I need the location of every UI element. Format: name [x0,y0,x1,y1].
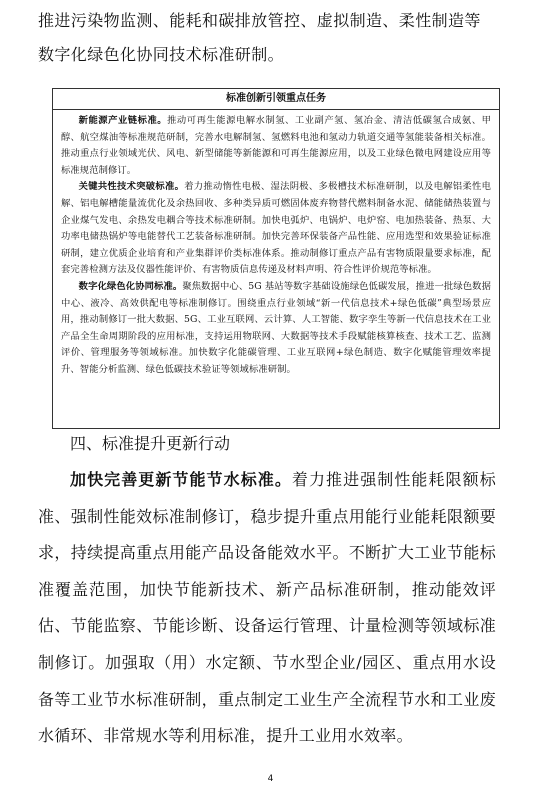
key-tasks-box [52,88,500,429]
box-item-body: 推动可再生能源电解水制氢、工业副产氢、氢冶金、清洁低碳氢合成氨、甲醇、航空煤油等标准规范研制，完善水电解制氢、氢燃料电池和氢动力轨道交通等氢能装备相关标准。推动重点行业领域光伏、风电、新型储能等新能源和可再生能源应用，以及工业绿色微电网建设应用等标准规范制修订。 [61,115,491,176]
box-item [61,279,491,379]
box-item-lead: 关键共性技术突破标准。 [78,181,185,193]
box-item-body: 聚焦数据中心、5G 基站等数字基础设施绿色低碳发展，推进一批绿色数据中心、液冷、高效供配电等标准制修订。围绕重点行业领域“新一代信息技术+绿色低碳”典型场景应用，推动制修订一批大数据、5G、工业互联网、云计算、人工智能、数字孪生等新一代信息技术在工业产品全生命周期阶段的应用标准，支持运用物联网、大数据等技术手段赋能核算核查、技术工艺、监测评价、管理服务等领域标准。加快数字化能碳管理、工业互联网+绿色制造、数字化赋能管理效率提升、智能分析监测、绿色低碳技术验证等领域标准研制。 [61,280,491,375]
box-item-lead: 新能源产业链标准。 [78,115,168,126]
page-number: 4 [267,774,274,784]
intro-paragraph: 推进污染物监测、能耗和碳排放管控、虚拟制造、柔性制造等数字化绿色化协同技术标准研制。 [38,11,481,64]
section-body: 着力推进强制性能耗限额标准、强制性能效标准制修订，稳步提升重点用能行业能耗限额要求，持续提高重点用能产品设备能效水平。不断扩大工业节能标准覆盖范围，加快节能新技术、新产品标准研制，推动能效评估、节能监察、节能诊断、设备运行管理、计量检测等领域标准制修订。加强取（用）水定额、节水型企业/园区、重点用水设备等工业节水标准研制，重点制定工业生产全流程节水和工业废水循环、非常规水等利用标准，提升工业用水效率。 [38,470,496,746]
box-item-body: 着力推动惰性电极、湿法阴极、多极槽技术标准研制，以及电解铝柔性电解、铝电解槽能量流优化及余热回收、多种类异质可燃固体废弃物替代燃料制备水泥、储能储热装置与企业煤气发电、余热发电耦合等技术标准研制。加快电弧炉、电锅炉、电炉窑、电加热装备、热泵、大功率电储热锅炉等电能替代工艺装备标准研制。加快完善环保装备产品性能、应用选型和效果验证标准研制，建立优质企业培育和产业集群评价类标准体系。推动制修订重点产品有害物质限量要求标准，配套完善检测方法及仪器性能评价、有害物质信息传递及材料声明、符合性评价规范等标准。 [61,181,491,276]
section-paragraph [38,462,496,755]
section-heading: 四、标准提升更新行动 [70,434,231,453]
box-body [53,110,499,379]
box-title: 标准创新引领重点任务 [53,89,499,110]
section-lead: 加快完善更新节能节水标准。 [70,470,292,489]
box-item-lead: 数字化绿色化协同标准。 [78,280,183,292]
box-item [61,113,491,179]
box-item [61,179,491,279]
